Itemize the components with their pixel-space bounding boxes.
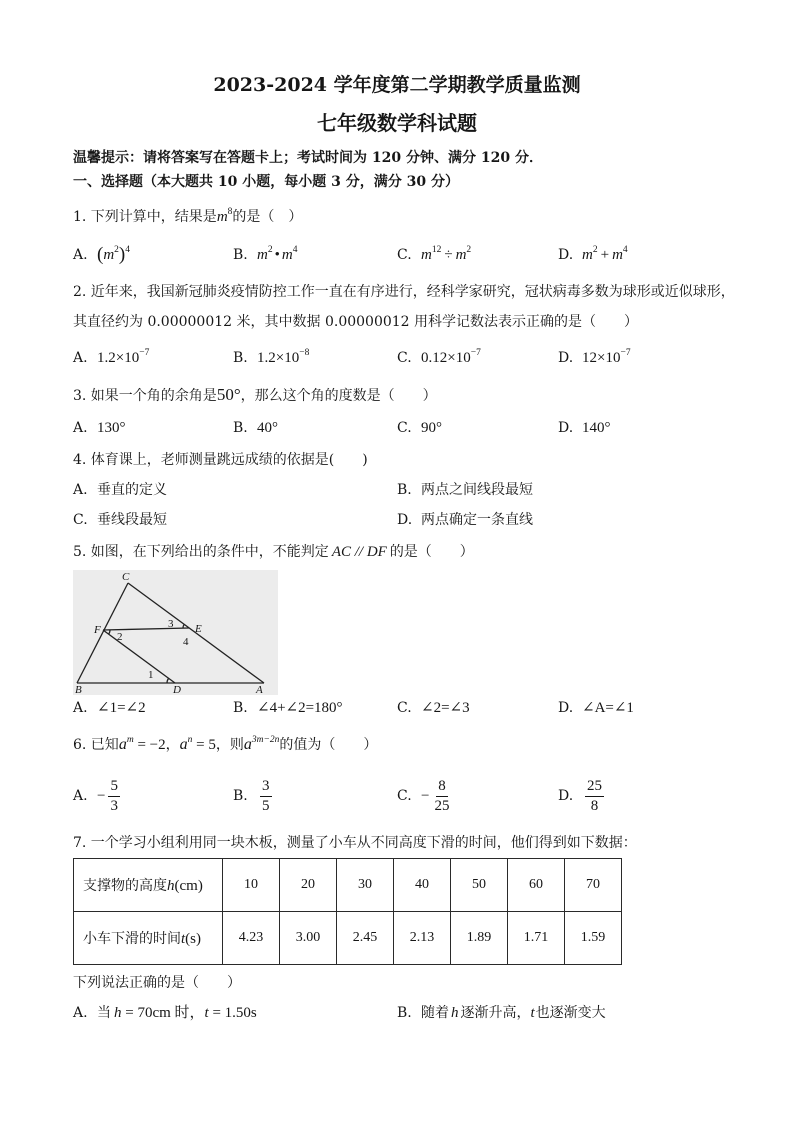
table-cell: 3.00 <box>280 912 337 965</box>
q6-relation-1: = −2 <box>133 737 166 753</box>
fraction-denominator: 3 <box>110 797 118 814</box>
option-value: ∠1=∠2 <box>97 700 146 716</box>
q3-option-a <box>73 418 126 438</box>
q6-stem-tail: 的值为（ ） <box>279 737 378 753</box>
row-header-time <box>74 912 223 965</box>
option-label: C. <box>397 788 412 804</box>
table-cell: 40 <box>394 859 451 912</box>
option-label: B. <box>397 1005 412 1021</box>
q6-options <box>0 776 794 816</box>
fraction-numerator: 25 <box>585 778 604 797</box>
option-var: t <box>530 1005 535 1021</box>
option-outer-exp: 4 <box>125 245 130 255</box>
option-exp: 4 <box>622 245 628 255</box>
q6-then-text: ，则 <box>215 737 244 753</box>
q6-exp-1: m <box>126 735 134 745</box>
table-cell: 1.59 <box>565 912 622 965</box>
label-vertex-c: C <box>122 571 130 583</box>
option-operator: • <box>274 247 280 263</box>
row-header-var: h <box>167 878 175 894</box>
q5-stem-math: AC // DF <box>331 544 387 560</box>
q2-option-a <box>73 348 149 368</box>
option-label: A. <box>73 420 88 436</box>
q6-stem <box>73 735 377 755</box>
fraction-denominator: 25 <box>434 797 450 814</box>
q6-option-c <box>397 776 451 816</box>
q1-option-b <box>233 245 297 265</box>
option-fraction <box>260 778 272 815</box>
q5-option-b <box>233 698 343 718</box>
option-label: D. <box>558 350 574 366</box>
paren-close: ) <box>118 244 126 265</box>
label-vertex-a: A <box>256 684 263 695</box>
option-label: B. <box>233 247 248 263</box>
section-heading: 一、选择题（本大题共 10 小题，每小题 3 分，满分 30 分） <box>73 174 459 190</box>
option-label: A. <box>73 350 88 366</box>
option-label: D. <box>558 700 574 716</box>
option-text: = 70cm 时， <box>121 1005 205 1021</box>
option-exp: 2 <box>466 245 472 255</box>
q1-stem-var: m <box>216 209 228 225</box>
table-cell: 1.71 <box>508 912 565 965</box>
option-exp: 2 <box>592 245 598 255</box>
option-exp: 12 <box>431 245 442 255</box>
option-exp: −8 <box>299 348 310 358</box>
q5-option-a <box>73 698 146 718</box>
fraction-numerator: 3 <box>260 778 272 797</box>
option-sign: − <box>97 788 106 804</box>
option-var: m <box>281 247 293 263</box>
option-value: 垂线段最短 <box>97 512 167 528</box>
table-cell: 10 <box>223 859 280 912</box>
option-text: 也逐渐变大 <box>535 1005 606 1021</box>
option-value: ∠A=∠1 <box>582 700 634 716</box>
q3-option-c <box>397 418 442 438</box>
option-mantissa: 0.12×10 <box>421 350 471 366</box>
q5-stem <box>73 542 474 562</box>
table-cell: 50 <box>451 859 508 912</box>
q4-option-c <box>73 510 167 530</box>
option-label: C. <box>397 700 412 716</box>
option-fraction <box>585 778 604 815</box>
label-angle-3: 3 <box>168 618 174 630</box>
option-exp: 4 <box>292 245 298 255</box>
label-angle-1: 1 <box>148 669 154 681</box>
table-cell: 4.23 <box>223 912 280 965</box>
table-row <box>74 912 622 965</box>
figure-background <box>73 570 278 695</box>
option-label: A. <box>73 1005 88 1021</box>
option-operator: ÷ <box>444 247 453 263</box>
q6-base-2: a <box>179 736 188 753</box>
label-point-d: D <box>173 684 181 695</box>
table-row <box>74 859 622 912</box>
q1-stem-tail: 的是（ ） <box>232 209 303 225</box>
option-var: m <box>582 247 593 263</box>
q2-stem-line-1: 2. 近年来，我国新冠肺炎疫情防控工作一直在有序进行，经科学家研究，冠状病毒多数为球形或近似球形， <box>73 284 735 300</box>
option-text: = 1.50s <box>208 1005 257 1021</box>
q1-stem <box>73 207 302 227</box>
q1-option-a <box>73 245 130 265</box>
q2-option-d <box>558 348 631 368</box>
q2-stem-line-2: 其直径约为 0.00000012 米，其中数据 0.00000012 用科学记数法表示正确的是（ ） <box>73 314 639 330</box>
option-label: A. <box>73 700 88 716</box>
reminder-note: 温馨提示：请将答案写在答题卡上；考试时间为 120 分钟、满分 120 分． <box>73 150 543 166</box>
option-label: B. <box>233 788 248 804</box>
row-header-text: 小车下滑的时间 <box>83 931 181 947</box>
option-label: D. <box>397 512 413 528</box>
option-fraction <box>432 778 451 815</box>
option-var: h <box>114 1005 122 1021</box>
option-mantissa: 1.2×10 <box>97 350 140 366</box>
q1-option-c <box>397 245 471 265</box>
option-text: 随着 <box>421 1005 449 1021</box>
table-cell: 20 <box>280 859 337 912</box>
q4-options-row-2 <box>0 510 794 530</box>
row-header-unit: (s) <box>185 931 201 947</box>
label-vertex-b: B <box>75 684 82 695</box>
q7-option-a <box>73 1003 257 1023</box>
option-value: 130° <box>97 420 126 436</box>
option-value: 两点确定一条直线 <box>421 512 533 528</box>
q1-stem-exp: 8 <box>227 207 233 217</box>
q2-options <box>0 348 794 368</box>
table-cell: 2.45 <box>337 912 394 965</box>
row-header-var: t <box>181 931 186 947</box>
fraction-numerator: 5 <box>108 778 120 797</box>
option-exp: −7 <box>620 348 631 358</box>
option-label: A. <box>73 482 88 498</box>
option-mantissa: 1.2×10 <box>257 350 300 366</box>
q3-stem <box>73 385 437 406</box>
option-label: D. <box>558 788 574 804</box>
fraction-numerator: 8 <box>436 778 448 797</box>
option-value: ∠4+∠2=180° <box>257 700 343 716</box>
option-var: m <box>421 247 432 263</box>
option-value: 90° <box>421 420 442 436</box>
q4-options-row-1 <box>0 480 794 500</box>
q6-option-d <box>558 776 604 816</box>
q3-options <box>0 418 794 438</box>
option-label: C. <box>397 247 412 263</box>
option-sign: − <box>421 788 430 804</box>
option-value: 140° <box>582 420 611 436</box>
option-value: 两点之间线段最短 <box>421 482 533 498</box>
table-cell: 30 <box>337 859 394 912</box>
option-label: D. <box>558 420 574 436</box>
q3-stem-angle: 50° <box>216 385 241 404</box>
row-header-height <box>74 859 223 912</box>
label-point-f: F <box>94 624 101 636</box>
q5-stem-tail: 的是（ ） <box>389 544 474 560</box>
option-label: B. <box>233 700 248 716</box>
q3-stem-tail: ，那么这个角的度数是（ ） <box>240 388 437 404</box>
option-text: 当 <box>97 1005 111 1021</box>
q5-option-c <box>397 698 470 718</box>
fraction-denominator: 5 <box>262 797 270 814</box>
q4-option-d <box>397 510 533 530</box>
table-cell: 2.13 <box>394 912 451 965</box>
q3-stem-text: 3. 如果一个角的余角是 <box>73 388 217 404</box>
option-text: 逐渐升高， <box>460 1005 531 1021</box>
q5-stem-text: 5. 如图，在下列给出的条件中，不能判定 <box>73 544 329 560</box>
option-exp: 2 <box>114 245 119 255</box>
q6-option-a <box>73 776 120 816</box>
option-label: B. <box>397 482 412 498</box>
q2-option-c <box>397 348 481 368</box>
option-exp: −7 <box>139 348 150 358</box>
table-cell: 70 <box>565 859 622 912</box>
option-label: B. <box>233 350 248 366</box>
q7-option-b <box>397 1003 606 1023</box>
q4-stem: 4. 体育课上，老师测量跳远成绩的依据是( ) <box>73 452 368 468</box>
option-var: m <box>612 247 623 263</box>
option-label: A. <box>73 788 88 804</box>
q6-relation-2: = 5 <box>192 737 216 753</box>
option-exp: −7 <box>470 348 481 358</box>
paren-open: ( <box>97 244 104 265</box>
option-exp: 2 <box>267 245 273 255</box>
table-cell: 1.89 <box>451 912 508 965</box>
q7-follow-up: 下列说法正确的是（ ） <box>73 975 241 991</box>
option-label: A. <box>73 247 88 263</box>
q6-option-b <box>233 776 272 816</box>
q6-base-1: a <box>118 736 127 753</box>
q2-option-b <box>233 348 309 368</box>
option-label: C. <box>397 420 412 436</box>
data-table <box>73 858 622 965</box>
option-label: C. <box>73 512 88 528</box>
q3-option-b <box>233 418 278 438</box>
exam-title: 2023-2024 学年度第二学期教学质量监测 <box>213 74 581 96</box>
label-angle-2: 2 <box>117 631 123 643</box>
q1-option-d <box>558 245 628 265</box>
option-var: h <box>451 1005 459 1021</box>
label-angle-4: 4 <box>183 636 189 648</box>
q4-option-a <box>73 480 167 500</box>
q3-option-d <box>558 418 611 438</box>
q7-stem: 7. 一个学习小组利用同一块木板，测量了小车从不同高度下滑的时间，他们得到如下数据： <box>73 835 637 851</box>
q5-option-d <box>558 698 634 718</box>
row-header-unit: (cm) <box>174 878 203 894</box>
option-mantissa: 12×10 <box>582 350 621 366</box>
option-var: t <box>204 1005 209 1021</box>
option-label: C. <box>397 350 412 366</box>
label-point-e: E <box>195 623 202 635</box>
option-var: m <box>257 247 268 263</box>
q5-options <box>0 698 794 718</box>
option-operator: + <box>600 247 610 263</box>
geometry-figure <box>73 570 278 695</box>
q7-options <box>0 1003 794 1023</box>
option-label: D. <box>558 247 574 263</box>
option-fraction <box>108 778 120 815</box>
table-cell: 60 <box>508 859 565 912</box>
q1-stem-text: 1. 下列计算中，结果是 <box>73 209 217 225</box>
q6-stem-text: 6. 已知 <box>73 737 119 753</box>
fraction-denominator: 8 <box>590 797 599 814</box>
option-var: m <box>455 247 467 263</box>
option-value: 40° <box>257 420 278 436</box>
exam-subtitle: 七年级数学科试题 <box>317 111 477 135</box>
q6-separator: ， <box>165 737 180 753</box>
q1-options <box>0 245 794 265</box>
option-value: ∠2=∠3 <box>421 700 470 716</box>
q6-base-3: a <box>243 736 252 753</box>
q6-exp-3: 3m−2n <box>251 735 280 745</box>
option-var: m <box>103 247 115 263</box>
q4-option-b <box>397 480 533 500</box>
q6-exp-2: n <box>187 735 193 745</box>
row-header-text: 支撑物的高度 <box>83 878 167 894</box>
option-label: B. <box>233 420 248 436</box>
option-value: 垂直的定义 <box>97 482 167 498</box>
